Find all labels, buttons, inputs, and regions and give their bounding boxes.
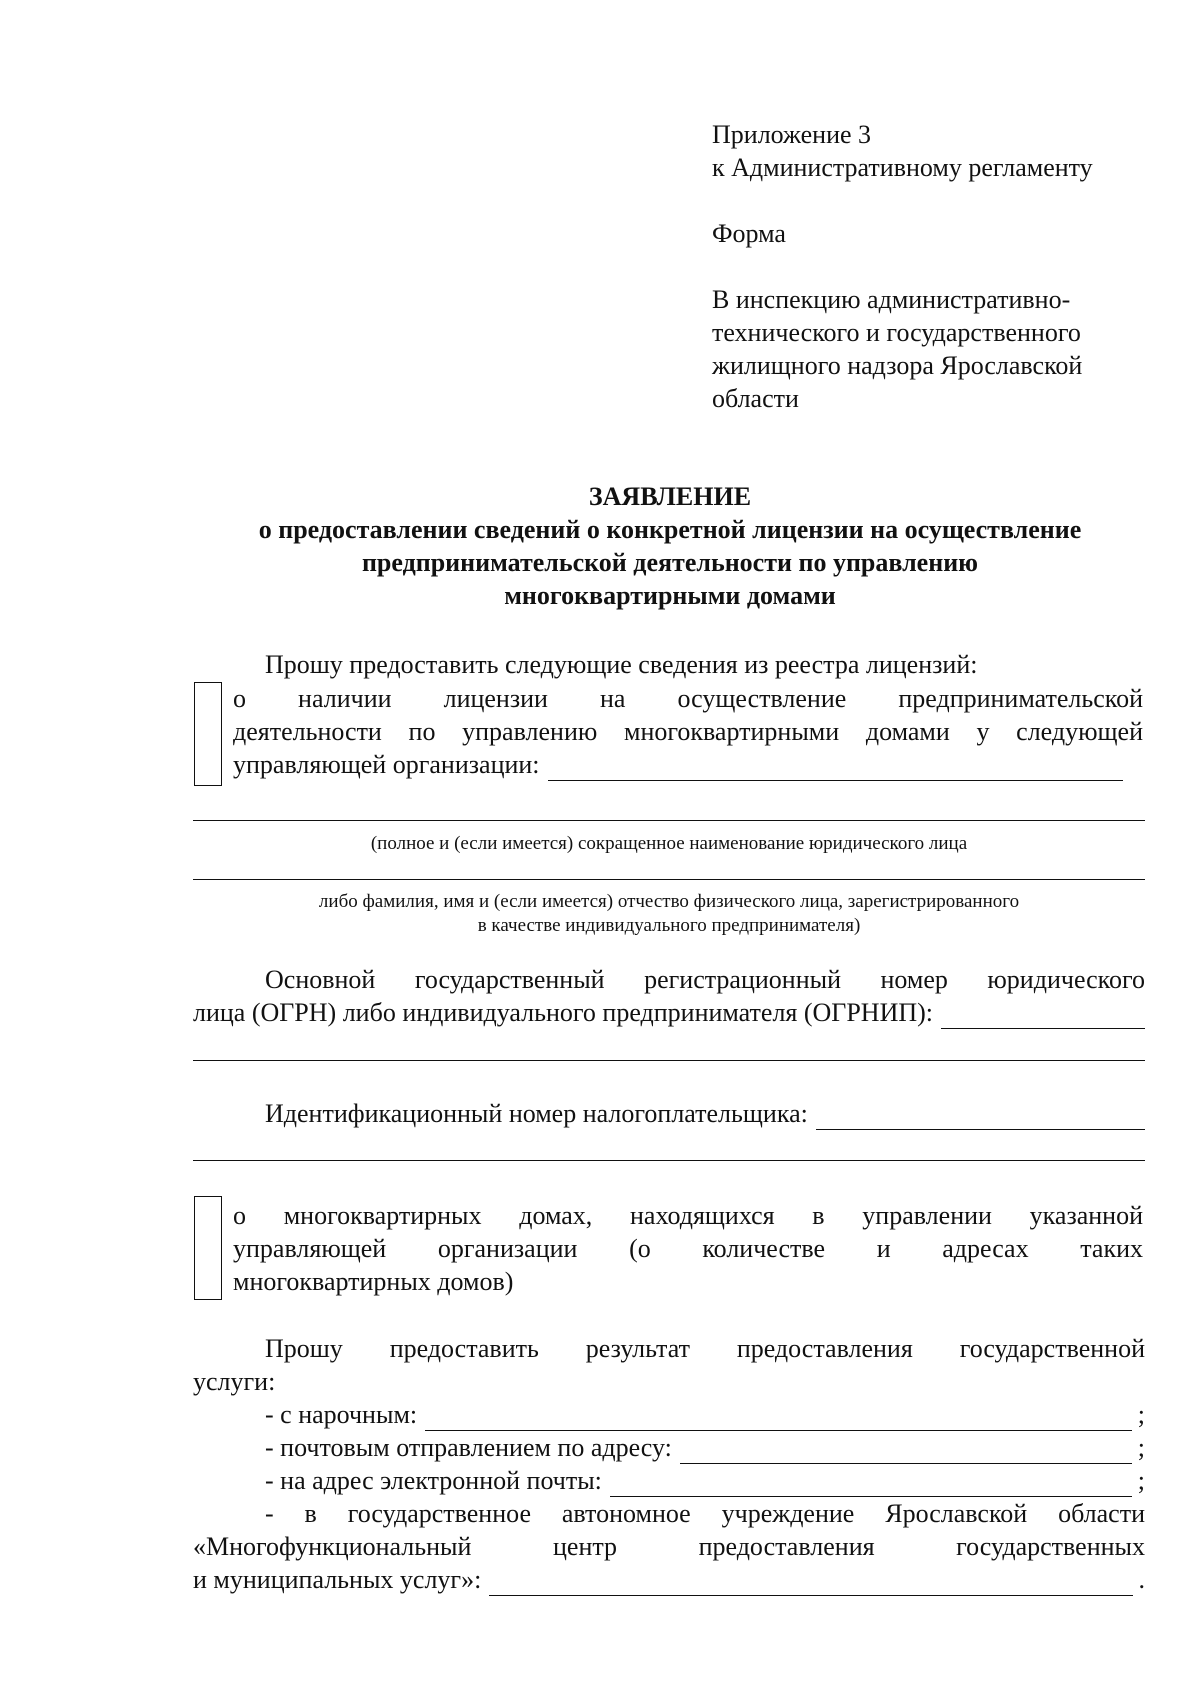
annex-number: Приложение 3 bbox=[712, 120, 872, 149]
request-intro-block bbox=[193, 648, 1145, 681]
email-field[interactable] bbox=[610, 1472, 1132, 1497]
annex-header bbox=[712, 118, 1162, 415]
courier-field[interactable] bbox=[425, 1406, 1132, 1431]
option-houses-line: управляющей организации (о количестве и адресах таких bbox=[233, 1234, 1143, 1263]
option-license-last: управляющей организации: bbox=[233, 750, 540, 779]
form-label: Форма bbox=[712, 219, 786, 248]
person-name-field-line[interactable] bbox=[193, 879, 1145, 880]
option-houses-text bbox=[233, 1199, 1143, 1298]
org-name-field-line[interactable] bbox=[193, 820, 1145, 821]
delivery-courier-label: - с нарочным: bbox=[265, 1400, 418, 1429]
punct-semicolon: ; bbox=[1137, 1400, 1145, 1429]
request-intro: Прошу предоставить следующие сведения из реестра лицензий: bbox=[265, 650, 978, 679]
addressee-line: технического и государственного bbox=[712, 318, 1081, 347]
delivery-intro: Прошу предоставить результат предоставления государственной bbox=[265, 1334, 1145, 1363]
inn-label: Идентификационный номер налогоплательщика: bbox=[265, 1099, 808, 1128]
punct-semicolon: ; bbox=[1137, 1433, 1145, 1462]
caption-person-line: в качестве индивидуального предпринимателя) bbox=[477, 915, 861, 936]
annex-reference: к Административному регламенту bbox=[712, 153, 1093, 182]
punct-period: . bbox=[1138, 1565, 1145, 1594]
org-name-field[interactable] bbox=[548, 756, 1123, 781]
option-houses-last: многоквартирных домов) bbox=[233, 1267, 514, 1296]
ogrn-line: Основной государственный регистрационный номер юридического bbox=[265, 965, 1145, 994]
delivery-mfc-line: «Многофункциональный центр предоставления государственных bbox=[193, 1532, 1145, 1561]
delivery-mfc-label: и муниципальных услуг»: bbox=[193, 1565, 482, 1594]
delivery-intro-cont: услуги: bbox=[193, 1367, 276, 1396]
caption-person-line: либо фамилия, имя и (если имеется) отчество физического лица, зарегистрированного bbox=[318, 891, 1020, 912]
option-license-checkbox[interactable] bbox=[194, 682, 222, 786]
delivery-courier-row bbox=[193, 1398, 1145, 1431]
option-license-text bbox=[233, 682, 1143, 781]
title-main: ЗАЯВЛЕНИЕ bbox=[588, 482, 752, 511]
delivery-post-row bbox=[193, 1431, 1145, 1464]
ogrn-line: лица (ОГРН) либо индивидуального предпринимателя (ОГРНИП): bbox=[193, 998, 934, 1027]
delivery-mfc-row bbox=[193, 1563, 1145, 1596]
title-sub-line: о предоставлении сведений о конкретной лицензии на осуществление bbox=[258, 515, 1082, 544]
mfc-field[interactable] bbox=[489, 1571, 1132, 1596]
ogrn-field[interactable] bbox=[941, 1004, 1145, 1029]
punct-semicolon: ; bbox=[1137, 1466, 1145, 1495]
addressee-line: жилищного надзора Ярославской bbox=[712, 351, 1083, 380]
delivery-email-row bbox=[193, 1464, 1145, 1497]
caption-org-name: (полное и (если имеется) сокращенное наименование юридического лица bbox=[370, 833, 968, 854]
document-title bbox=[190, 480, 1150, 612]
option-license-line: о наличии лицензии на осуществление предпринимательской bbox=[233, 684, 1143, 713]
title-sub-line: предпринимательской деятельности по управлению bbox=[361, 548, 979, 577]
option-houses-checkbox[interactable] bbox=[194, 1196, 222, 1300]
inn-field-line[interactable] bbox=[193, 1160, 1145, 1161]
delivery-post-label: - почтовым отправлением по адресу: bbox=[265, 1433, 672, 1462]
ogrn-block bbox=[193, 963, 1145, 1029]
option-license-line: деятельности по управлению многоквартирными домами у следующей bbox=[233, 717, 1143, 746]
addressee-line: В инспекцию административно- bbox=[712, 285, 1071, 314]
option-houses-line: о многоквартирных домах, находящихся в управлении указанной bbox=[233, 1201, 1143, 1230]
delivery-email-label: - на адрес электронной почты: bbox=[265, 1466, 602, 1495]
inn-field[interactable] bbox=[816, 1105, 1145, 1130]
ogrn-field-line[interactable] bbox=[193, 1060, 1145, 1061]
inn-block bbox=[193, 1097, 1145, 1130]
title-sub-line: многоквартирными домами bbox=[504, 581, 836, 610]
delivery-mfc-line: - в государственное автономное учреждение Ярославской области bbox=[265, 1499, 1145, 1528]
post-address-field[interactable] bbox=[680, 1439, 1132, 1464]
delivery-block bbox=[193, 1332, 1145, 1596]
addressee-line: области bbox=[712, 384, 799, 413]
